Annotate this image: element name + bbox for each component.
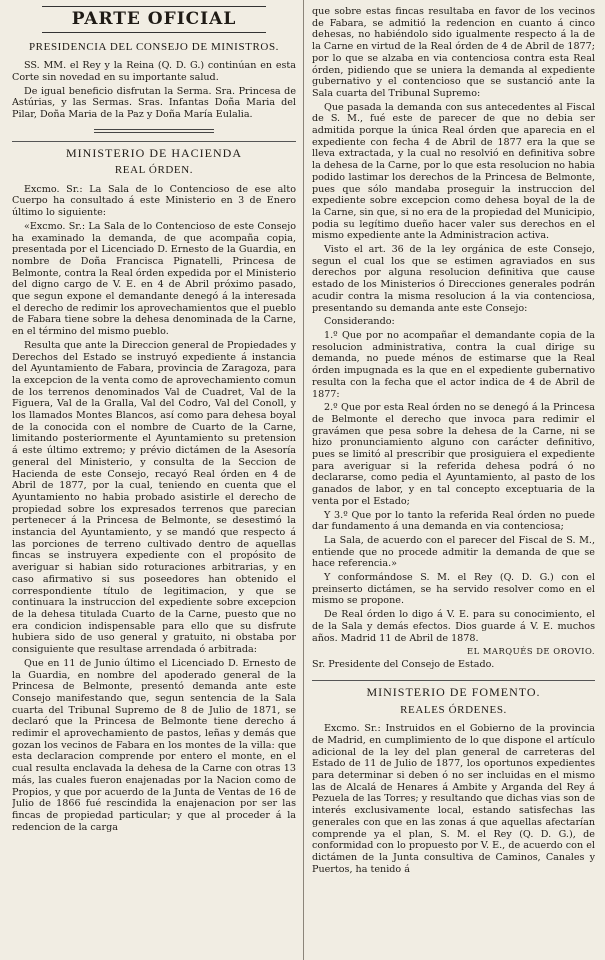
ministry-heading: MINISTERIO DE HACIENDA — [12, 141, 296, 161]
body-paragraph: Resulta que ante la Direccion general de Propiedades y Derechos del Estado se instruyó expediente á instancia del Ayuntamiento de Fabara, provincia de Zaragoza, para la excepcion de la venta como de aprovechamiento comun de los terrenos denominados Val de Cuadret, Val de la Figuera, Val de la Gralla, Val del Codro, Val del Conoll, y los llamados Montes Blancos, así como para dehesa boyal de la conocida con el nombre de Cuarto de la Carne, limitando posteriormente el Ayuntamiento su pretension á este último extremo; y prévio dictámen de la Asesoría general del Ministerio, y consulta de la Seccion de Hacienda de este Consejo, recayó Real órden en 4 de Abril de 1877, por la cual, teniendo en cuenta que el Ayuntamiento no habia probado asistirle el derecho de propiedad sobre los expresados terrenos que parecian pertenecer á la Princesa de Belmonte, se desestimó la instancia del Ayuntamiento, y se mandó que respecto á las porciones de terreno cultivado dentro de aquellas fincas se instruyera expediente con el propósito de averiguar si habian sido roturaciones arbitrarias, y en caso afirmativo si sus poseedores han obtenido el correspondiente título de legitimacion, y que se continuara la instruccion del expediente sobre excepcion de la dehesa titulada Cuarto de la Carne, puesto que no era condicion indispensable para ello que su disfrute hubiera sido de uso general y gratuito, ni obstaba por consiguiente que resultase arrendada ó arbitrada: — [12, 339, 296, 656]
body-paragraph: Que en 11 de Junio último el Licenciado D. Ernesto de la Guardia, en nombre del apoderado general de la Princesa de Belmonte, presentó demanda ante este Consejo manifestando que, segun sentencia de la Sala cuarta del Tribunal Supremo de 8 de Julio de 1871, se declaró que la Princesa de Belmonte tiene derecho á redimir el aprovechamiento de pastos, leñas y demás que gozan los vecinos de Fabara en los montes de la villa: que esta declaracion comprende por entero el monte, en el cual resulta enclavada la dehesa de la Carne con otras 13 más, las cuales fueron enajenadas por la Nacion como de Propios, y que por acuerdo de la Junta de Ventas de 16 de Julio de 1866 fué rescindida la enajenacion por ser las fincas de propiedad particular; y que al proceder á la redencion de la carga — [12, 657, 296, 833]
body-paragraph: La Sala, de acuerdo con el parecer del Fiscal de S. M., entiende que no procede admitir la demanda de que se hace referencia.» — [312, 534, 595, 570]
body-paragraph: Excmo. Sr.: Instruidos en el Gobierno de la provincia de Madrid, en cumplimiento de lo que dispone el artículo adicional de la ley del plan general de carreteras del Estado de 11 de Julio de 1877, los oportunos expedientes para determinar si deben ó no ser incluidas en el mismo las de Alcalá de Henares á Ambite y Arganda del Rey á Pezuela de las Torres; y resultando que dichas vias son de interés exclusivamente local, estando satisfechas las generales con que en las zonas á que aquellas afectarían comprende ya el plan, S. M. el Rey (Q. D. G.), de conformidad con lo propuesto por V. E., de acuerdo con el dictámen de la Junta consultiva de Caminos, Canales y Puertos, ha tenido á — [312, 723, 595, 875]
body-paragraph: Que pasada la demanda con sus antecedentes al Fiscal de S. M., fué este de parecer de que no debia ser admitida porque la única Real órden que aparecia en el expediente con fecha 4 de Abril de 1877 era la que se lleva extractada, y la cual no resolvió en definitiva sobre la dehesa de la Carne, por lo que esta resolucion no habia podido lastimar los derechos de la Princesa de Belmonte, pues que sólo mandaba proseguir la instruccion del expediente sobre excepcion como dehesa boyal de la de la Carne, sin que, si no era de la propiedad del Municipio, podia su legítimo dueño hacer valer sus derechos en el mismo expediente ante la Administracion activa. — [312, 101, 595, 242]
addressee: Sr. Presidente del Consejo de Estado. — [312, 658, 495, 670]
left-column — [12, 6, 296, 956]
body-paragraph: 1.º Que por no acompañar el demandante copia de la resolucion administrativa, contra la cual dirige su demanda, no puede ménos de estimarse que la Real órden impugnada es la que en el expediente gubernativo resulta con la fecha que el actor indica de 4 de Abril de 1877: — [312, 329, 595, 400]
masthead: PARTE OFICIAL — [42, 6, 266, 33]
body-paragraph: Excmo. Sr.: La Sala de lo Contencioso de ese alto Cuerpo ha consultado á este Ministerio en 3 de Enero último lo siguiente: — [12, 183, 296, 219]
body-paragraph: Y conformándose S. M. el Rey (Q. D. G.) con el preinserto dictámen, se ha servido resolver como en el mismo se propone. — [312, 572, 595, 607]
body-paragraph: que sobre estas fincas resultaba en favor de los vecinos de Fabara, se admitió la redencion en cuanto á cinco dehesas, no habiéndolo sido igualmente respecto á la de la Carne en virtud de la Real órden de 4 de Abril de 1877; por lo que se alzaba en via contenciosa contra esta Real órden, pidiendo que se uniera la demanda al expediente gubernativo y el contencioso que se sustanció ante la Sala cuarta del Tribunal Supremo: — [312, 6, 595, 99]
intro-paragraph: De igual beneficio disfrutan la Serma. Sra. Princesa de Astúrias, y las Sermas. Sras. Infantas Doña Maria del Pilar, Doña Maria de la Paz y Doña María Eulalia. — [12, 85, 296, 120]
column-divider — [303, 0, 304, 960]
section-title: PRESIDENCIA DEL CONSEJO DE MINISTROS. — [28, 40, 280, 53]
body-paragraph: 2.º Que por esta Real órden no se denegó á la Princesa de Belmonte el derecho que invoca para redimir el gravámen que pesa sobre la dehesa de la Carne, ni se hizo pronunciamiento alguno con carácter definitivo, pues se limitó al prescribir que prosiguiera el expediente para averiguar si la referida dehesa podrá ó no declararse, como pedia el Ayuntamiento, al pasto de los ganados de labor, y en tal concepto exceptuaria de la venta por el Estado; — [312, 402, 595, 507]
signature: EL MARQUÉS DE OROVIO. — [467, 646, 595, 657]
body-paragraph: De Real órden lo digo á V. E. para su conocimiento, el de la Sala y demás efectos. Dios guarde á V. E. muchos años. Madrid 11 de Abril de 1878. — [312, 609, 595, 644]
body-paragraph: Y 3.º Que por lo tanto la referida Real órden no puede dar fundamento á una demanda en via contenciosa; — [312, 509, 595, 533]
body-paragraph: «Excmo. Sr.: La Sala de lo Contencioso de este Consejo ha examinado la demanda, de que acompaña copia, presentada por el Licenciado D. Ernesto de la Guardia, en nombre de Doña Francisca Pignatelli, Princesa de Belmonte, contra la Real órden expedida por el Ministerio del digno cargo de V. E. en 4 de Abril próximo pasado, que segun expone el demandante denegó á la interesada el derecho de redimir los aprovechamientos que el pueblo de Fabara tiene sobre la dehesa denominada de la Carne, en el término del mismo pueblo. — [12, 220, 296, 338]
body-paragraph: Visto el art. 36 de la ley orgánica de este Consejo, segun el cual los que se estimen agraviados en sus derechos por alguna resolucion definitiva que cause estado de los Ministerios ó Direcciones generales podrán acudir contra la misma resolucion á la via contenciosa, presentando su demanda ante este Consejo: — [312, 244, 595, 314]
ministry-heading-fomento: MINISTERIO DE FOMENTO. — [312, 680, 595, 700]
intro-paragraph: SS. MM. el Rey y la Reina (Q. D. G.) continúan en esta Corte sin novedad en su importante salud. — [12, 60, 296, 83]
considerando-label: Considerando: — [324, 316, 395, 328]
divider-ornament — [12, 125, 296, 131]
order-subtitle: REAL ÓRDEN. — [114, 164, 194, 177]
right-column — [312, 6, 595, 956]
orders-subtitle: REALES ÓRDENES. — [400, 703, 507, 716]
